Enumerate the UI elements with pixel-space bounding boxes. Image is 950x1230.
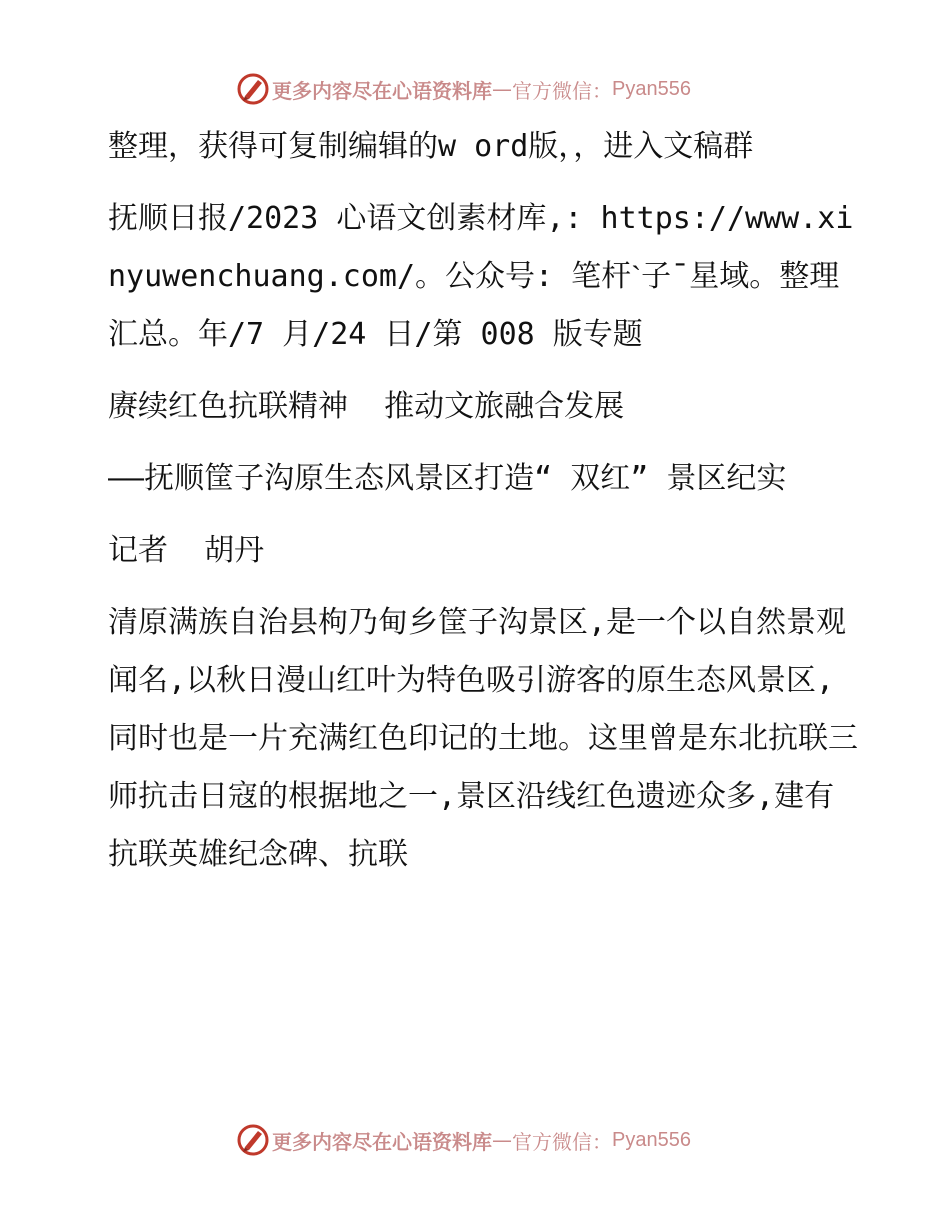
- brand-logo-icon: [236, 72, 270, 106]
- paragraph-source: 抚顺日报/2023 心语文创素材库,: https://www.xinyuwenchuang.com/。公众号: 笔杆ˋ子¯星域。整理汇总。年/7 月/24 日/第 008 版专题: [108, 201, 854, 352]
- paragraph-body: 清原满族自治县枸乃甸乡筐子沟景区,是一个以自然景观闻名,以秋日漫山红叶为特色吸引游客的原生态风景区,同时也是一片充满红色印记的土地。这里曾是东北抗联三师抗击日寇的根据地之一,景区沿线红色遗迹众多,建有抗联英雄纪念碑、抗联: [108, 605, 858, 872]
- banner-dash: —: [492, 1128, 512, 1152]
- article-byline: 记者 胡丹: [108, 533, 265, 568]
- banner-dash: —: [492, 77, 512, 101]
- brand-logo-icon: [236, 1123, 270, 1157]
- banner-wechat-id: Pyan556: [612, 1128, 691, 1151]
- banner-title: 更多内容尽在心语资料库: [272, 78, 492, 103]
- article-body: [98, 118, 858, 884]
- banner-wechat-id: Pyan556: [612, 77, 691, 100]
- banner-wechat-label: 官方微信：: [512, 1129, 612, 1154]
- paragraph-intro: 整理，获得可复制编辑的w ord版，，进入文稿群: [108, 129, 754, 164]
- article-subtitle: ——抚顺筐子沟原生态风景区打造“ 双红” 景区纪实: [108, 461, 787, 496]
- banner-title: 更多内容尽在心语资料库: [272, 1129, 492, 1154]
- article-title: 赓续红色抗联精神 推动文旅融合发展: [108, 389, 625, 424]
- banner-wechat-label: 官方微信：: [512, 78, 612, 103]
- header-banner: [236, 72, 691, 106]
- footer-banner: [236, 1123, 691, 1157]
